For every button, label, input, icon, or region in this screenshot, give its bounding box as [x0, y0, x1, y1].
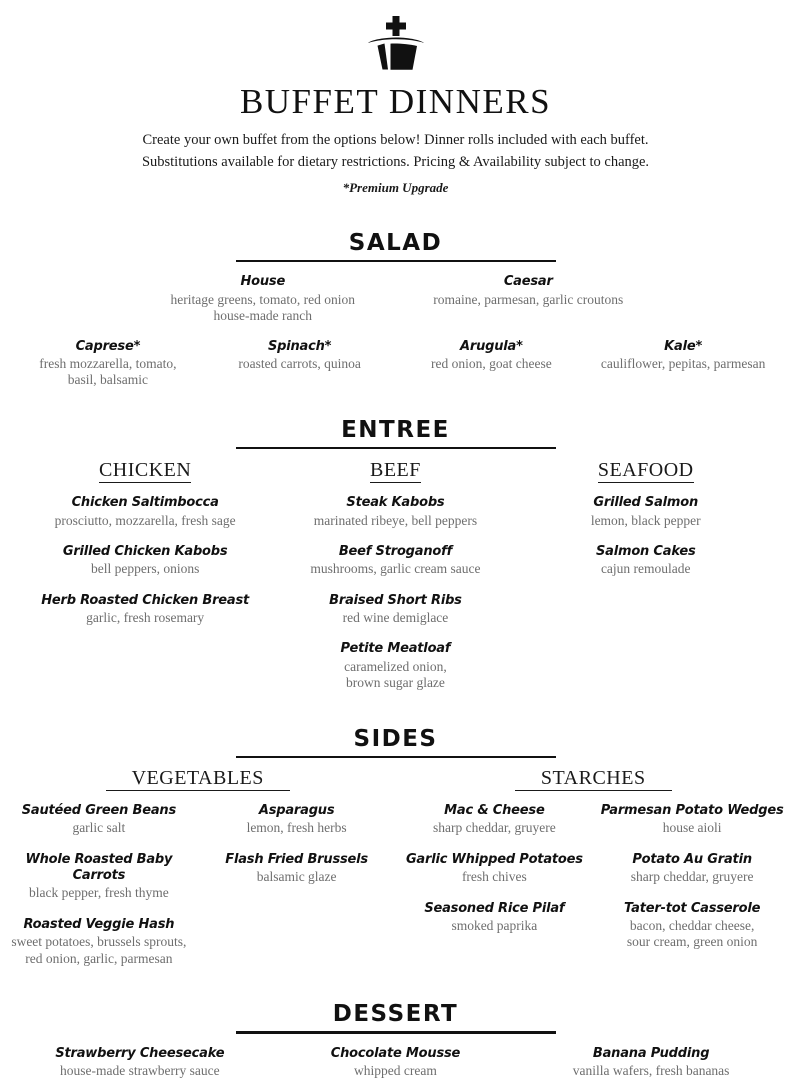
menu-item: [198, 803, 396, 837]
menu-item-name: Kale*: [587, 339, 779, 355]
menu-item-name: Asparagus: [198, 803, 396, 819]
menu-item: [270, 544, 520, 578]
menu-item-name: House: [130, 274, 396, 290]
menu-item-name: Parmesan Potato Wedges: [593, 803, 791, 819]
section-sides: [0, 728, 791, 967]
menu-item-description: bell peppers, onions: [20, 561, 270, 577]
salad-cell: [396, 274, 662, 324]
entree-section-header: [236, 419, 556, 450]
menu-item-description: balsamic glaze: [198, 869, 396, 885]
menu-item: [0, 852, 198, 902]
header-subtitle-line-1: Create your own buffet from the options below! Dinner rolls included with each buffet.: [0, 129, 791, 151]
menu-item: [270, 593, 520, 627]
section-entree: [0, 419, 791, 692]
entree-section-title: ENTREE: [236, 419, 556, 447]
menu-item-description: garlic, fresh rosemary: [20, 610, 270, 626]
menu-item: [204, 339, 396, 373]
menu-item-description: sharp cheddar, gruyere: [396, 820, 594, 836]
sides-section-header: [236, 728, 556, 759]
menu-item-name: Grilled Salmon: [521, 495, 771, 511]
menu-item: [521, 495, 771, 529]
header-subtitle: [0, 129, 791, 174]
entree-section-rule: [236, 447, 556, 450]
entree-columns: [0, 459, 791, 691]
dessert-cell: [12, 1046, 268, 1079]
menu-item: [12, 1046, 268, 1079]
menu-item: [587, 339, 779, 373]
menu-item-description: lemon, fresh herbs: [198, 820, 396, 836]
menu-item-name: Spinach*: [204, 339, 396, 355]
menu-item-description: sweet potatoes, brussels sprouts, red onion, garlic, parmesan: [0, 934, 198, 967]
menu-item: [593, 852, 791, 886]
dessert-section-rule: [236, 1031, 556, 1034]
menu-item-description: house aioli: [593, 820, 791, 836]
entree-column-seafood: [521, 459, 771, 577]
menu-item-name: Beef Stroganoff: [270, 544, 520, 560]
salad-section-title: SALAD: [236, 232, 556, 260]
salad-section-rule: [236, 260, 556, 263]
sides-columns: [0, 803, 791, 967]
menu-item: [593, 803, 791, 837]
menu-item-name: Flash Fried Brussels: [198, 852, 396, 868]
sides-section-title: SIDES: [236, 728, 556, 756]
menu-item: [396, 274, 662, 308]
menu-item-name: Chocolate Mousse: [268, 1046, 524, 1062]
sides-column-starches-b: [593, 803, 791, 951]
menu-item-description: black pepper, fresh thyme: [0, 885, 198, 901]
section-salad: [0, 232, 791, 389]
menu-item-description: lemon, black pepper: [521, 513, 771, 529]
salad-section-header: [236, 232, 556, 263]
menu-item-name: Strawberry Cheesecake: [12, 1046, 268, 1062]
menu-item: [130, 274, 396, 324]
menu-item: [396, 339, 588, 373]
menu-item-description: vanilla wafers, fresh bananas: [523, 1063, 779, 1079]
entree-column-beef: [270, 459, 520, 691]
menu-item: [523, 1046, 779, 1079]
menu-item: [270, 495, 520, 529]
menu-item-name: Herb Roasted Chicken Breast: [20, 593, 270, 609]
dessert-items: [0, 1046, 791, 1079]
salad-row-1: [0, 274, 791, 324]
menu-item: [396, 852, 594, 886]
menu-item-description: heritage greens, tomato, red onion house-made ranch: [130, 292, 396, 325]
dessert-section-header: [236, 1003, 556, 1034]
menu-item: [593, 901, 791, 951]
menu-item-name: Tater-tot Casserole: [593, 901, 791, 917]
menu-item-name: Caprese*: [12, 339, 204, 355]
menu-item-name: Braised Short Ribs: [270, 593, 520, 609]
menu-item-description: mushrooms, garlic cream sauce: [270, 561, 520, 577]
dessert-cell: [268, 1046, 524, 1079]
sides-group-heading: VEGETABLES: [106, 767, 290, 791]
menu-item-description: fresh mozzarella, tomato, basil, balsamic: [12, 356, 204, 389]
menu-item-description: red onion, goat cheese: [396, 356, 588, 372]
menu-item-name: Steak Kabobs: [270, 495, 520, 511]
menu-item-description: cajun remoulade: [521, 561, 771, 577]
entree-column-chicken: [20, 459, 270, 626]
section-dessert: [0, 1003, 791, 1079]
menu-item-description: smoked paprika: [396, 918, 594, 934]
salad-cell: [130, 274, 396, 324]
menu-item: [0, 917, 198, 967]
logo-container: [0, 0, 791, 74]
menu-item-name: Grilled Chicken Kabobs: [20, 544, 270, 560]
menu-item-description: cauliflower, pepitas, parmesan: [587, 356, 779, 372]
entree-column-heading: BEEF: [370, 459, 421, 483]
menu-item-name: Seasoned Rice Pilaf: [396, 901, 594, 917]
menu-item-description: prosciutto, mozzarella, fresh sage: [20, 513, 270, 529]
sides-column-starches-a: [396, 803, 594, 934]
header-subtitle-line-2: Substitutions available for dietary restrictions. Pricing & Availability subject to change.: [0, 151, 791, 173]
menu-item-description: whipped cream: [268, 1063, 524, 1079]
menu-item: [12, 339, 204, 389]
menu-item: [268, 1046, 524, 1079]
menu-item-name: Chicken Saltimbocca: [20, 495, 270, 511]
menu-item-description: roasted carrots, quinoa: [204, 356, 396, 372]
salad-row-2: [0, 339, 791, 389]
menu-item-name: Petite Meatloaf: [270, 641, 520, 657]
salad-cell: [204, 339, 396, 389]
salad-cell: [12, 339, 204, 389]
premium-upgrade-note: *Premium Upgrade: [0, 180, 791, 196]
menu-item-description: caramelized onion, brown sugar glaze: [270, 659, 520, 692]
menu-item: [521, 544, 771, 578]
sides-column-vegetables-a: [0, 803, 198, 967]
sides-group-starches-heading-wrap: [396, 767, 791, 791]
sides-group-vegetables-heading-wrap: [0, 767, 396, 791]
dessert-cell: [523, 1046, 779, 1079]
menu-item: [396, 803, 594, 837]
menu-item-description: fresh chives: [396, 869, 594, 885]
sides-group-heading: STARCHES: [515, 767, 672, 791]
menu-item: [270, 641, 520, 691]
menu-item-name: Banana Pudding: [523, 1046, 779, 1062]
menu-item: [20, 593, 270, 627]
menu-item-name: Caesar: [396, 274, 662, 290]
menu-item-description: garlic salt: [0, 820, 198, 836]
menu-item: [198, 852, 396, 886]
entree-column-heading: SEAFOOD: [598, 459, 694, 483]
menu-item: [0, 803, 198, 837]
salad-cell: [396, 339, 588, 389]
menu-item-name: Garlic Whipped Potatoes: [396, 852, 594, 868]
page-title: BUFFET DINNERS: [0, 84, 791, 119]
crown-cross-icon: [365, 16, 427, 74]
menu-item-name: Salmon Cakes: [521, 544, 771, 560]
menu-item: [20, 544, 270, 578]
menu-item-name: Arugula*: [396, 339, 588, 355]
menu-item-description: red wine demiglace: [270, 610, 520, 626]
menu-item-name: Mac & Cheese: [396, 803, 594, 819]
menu-item-name: Whole Roasted Baby Carrots: [0, 852, 198, 885]
menu-item-description: marinated ribeye, bell peppers: [270, 513, 520, 529]
menu-item-description: sharp cheddar, gruyere: [593, 869, 791, 885]
menu-item: [20, 495, 270, 529]
menu-item: [396, 901, 594, 935]
salad-cell: [587, 339, 779, 389]
dessert-section-title: DESSERT: [236, 1003, 556, 1031]
entree-column-heading: CHICKEN: [99, 459, 191, 483]
menu-item-description: bacon, cheddar cheese, sour cream, green onion: [593, 918, 791, 951]
sides-group-headings: [0, 767, 791, 791]
menu-item-name: Potato Au Gratin: [593, 852, 791, 868]
sides-section-rule: [236, 756, 556, 759]
menu-item-description: house-made strawberry sauce: [12, 1063, 268, 1079]
sides-column-vegetables-b: [198, 803, 396, 885]
menu-item-name: Roasted Veggie Hash: [0, 917, 198, 933]
menu-item-description: romaine, parmesan, garlic croutons: [396, 292, 662, 308]
menu-item-name: Sautéed Green Beans: [0, 803, 198, 819]
